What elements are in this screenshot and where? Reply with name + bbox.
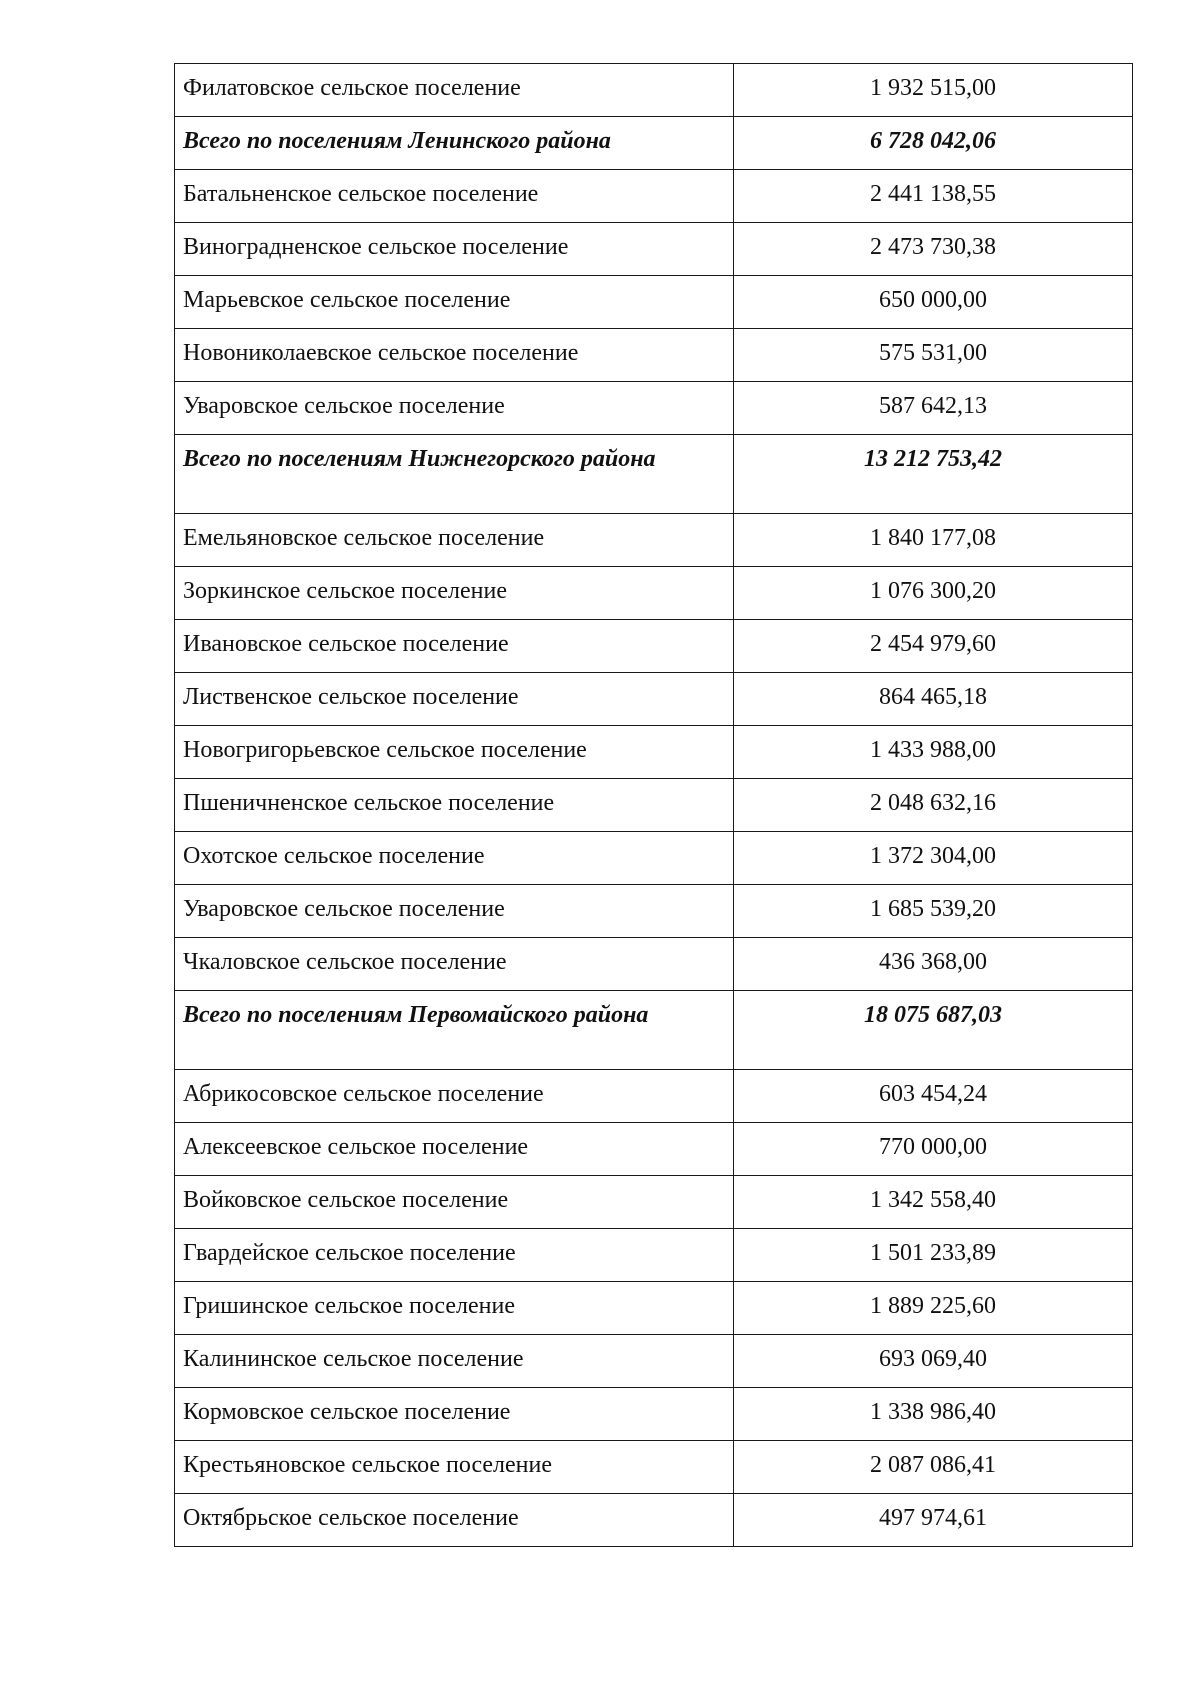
district-total-label: Всего по поселениям Первомайского района <box>175 991 734 1070</box>
district-total-amount: 18 075 687,03 <box>734 991 1133 1070</box>
settlement-amount: 2 441 138,55 <box>734 170 1133 223</box>
table-row <box>175 1070 1133 1123</box>
table-row <box>175 1123 1133 1176</box>
settlement-amount: 1 076 300,20 <box>734 567 1133 620</box>
district-total-label: Всего по поселениям Нижнегорского района <box>175 435 734 514</box>
table-row <box>175 1494 1133 1547</box>
settlement-name: Зоркинское сельское поселение <box>175 567 734 620</box>
settlement-name: Октябрьское сельское поселение <box>175 1494 734 1547</box>
settlement-amount: 575 531,00 <box>734 329 1133 382</box>
settlement-name: Виноградненское сельское поселение <box>175 223 734 276</box>
settlement-amount: 1 685 539,20 <box>734 885 1133 938</box>
settlement-amount: 864 465,18 <box>734 673 1133 726</box>
settlement-name: Новогригорьевское сельское поселение <box>175 726 734 779</box>
settlement-amount: 436 368,00 <box>734 938 1133 991</box>
table-row <box>175 1388 1133 1441</box>
table-row <box>175 673 1133 726</box>
table-body <box>175 64 1133 1547</box>
settlement-name: Филатовское сельское поселение <box>175 64 734 117</box>
table-row <box>175 1335 1133 1388</box>
settlement-name: Ивановское сельское поселение <box>175 620 734 673</box>
district-total-amount: 13 212 753,42 <box>734 435 1133 514</box>
table-row <box>175 1176 1133 1229</box>
table-row <box>175 832 1133 885</box>
settlement-amount: 587 642,13 <box>734 382 1133 435</box>
settlement-amount: 1 889 225,60 <box>734 1282 1133 1335</box>
district-total-row <box>175 117 1133 170</box>
settlement-amount: 1 342 558,40 <box>734 1176 1133 1229</box>
settlement-amount: 693 069,40 <box>734 1335 1133 1388</box>
table-row <box>175 620 1133 673</box>
settlement-amount: 1 501 233,89 <box>734 1229 1133 1282</box>
settlement-name: Батальненское сельское поселение <box>175 170 734 223</box>
table-row <box>175 779 1133 832</box>
settlement-name: Марьевское сельское поселение <box>175 276 734 329</box>
table-row <box>175 514 1133 567</box>
settlement-amount: 1 372 304,00 <box>734 832 1133 885</box>
table-row <box>175 726 1133 779</box>
district-total-label: Всего по поселениям Ленинского района <box>175 117 734 170</box>
settlement-amount: 2 473 730,38 <box>734 223 1133 276</box>
table-row <box>175 276 1133 329</box>
settlement-amount: 2 048 632,16 <box>734 779 1133 832</box>
settlement-amount: 770 000,00 <box>734 1123 1133 1176</box>
settlement-name: Лиственское сельское поселение <box>175 673 734 726</box>
settlement-amount: 1 932 515,00 <box>734 64 1133 117</box>
table-row <box>175 885 1133 938</box>
settlement-name: Войковское сельское поселение <box>175 1176 734 1229</box>
settlement-name: Пшеничненское сельское поселение <box>175 779 734 832</box>
settlement-amount: 650 000,00 <box>734 276 1133 329</box>
table-row <box>175 1282 1133 1335</box>
table-row <box>175 938 1133 991</box>
settlement-name: Абрикосовское сельское поселение <box>175 1070 734 1123</box>
table-row <box>175 329 1133 382</box>
table-row <box>175 64 1133 117</box>
settlement-name: Уваровское сельское поселение <box>175 885 734 938</box>
settlement-name: Охотское сельское поселение <box>175 832 734 885</box>
district-total-row <box>175 435 1133 514</box>
settlement-name: Гвардейское сельское поселение <box>175 1229 734 1282</box>
settlement-amount: 1 433 988,00 <box>734 726 1133 779</box>
settlement-amount: 2 087 086,41 <box>734 1441 1133 1494</box>
table-row <box>175 1441 1133 1494</box>
settlement-name: Калининское сельское поселение <box>175 1335 734 1388</box>
settlement-name: Новониколаевское сельское поселение <box>175 329 734 382</box>
table-row <box>175 382 1133 435</box>
settlement-name: Алексеевское сельское поселение <box>175 1123 734 1176</box>
settlement-amount: 2 454 979,60 <box>734 620 1133 673</box>
table-row <box>175 170 1133 223</box>
table-row <box>175 1229 1133 1282</box>
district-total-row <box>175 991 1133 1070</box>
settlement-name: Крестьяновское сельское поселение <box>175 1441 734 1494</box>
settlement-amount: 603 454,24 <box>734 1070 1133 1123</box>
settlement-name: Емельяновское сельское поселение <box>175 514 734 567</box>
settlement-amount: 1 338 986,40 <box>734 1388 1133 1441</box>
settlement-name: Чкаловское сельское поселение <box>175 938 734 991</box>
settlement-amount: 1 840 177,08 <box>734 514 1133 567</box>
settlement-name: Кормовское сельское поселение <box>175 1388 734 1441</box>
table-row <box>175 567 1133 620</box>
table-row <box>175 223 1133 276</box>
settlement-amount: 497 974,61 <box>734 1494 1133 1547</box>
settlement-name: Гришинское сельское поселение <box>175 1282 734 1335</box>
settlement-name: Уваровское сельское поселение <box>175 382 734 435</box>
district-total-amount: 6 728 042,06 <box>734 117 1133 170</box>
settlements-budget-table <box>174 63 1133 1547</box>
